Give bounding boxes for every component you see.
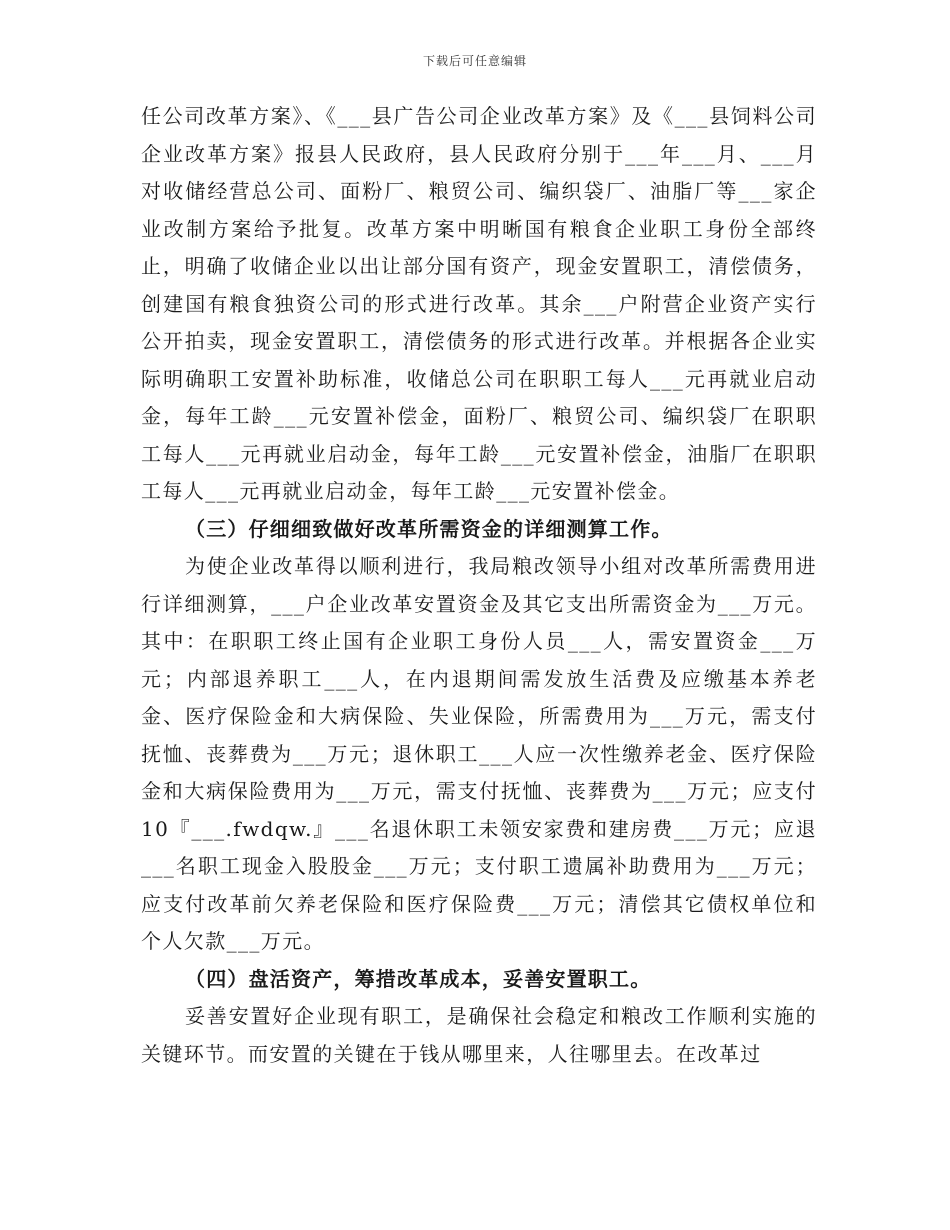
section-heading-asset-activation: （四）盘活资产，筹措改革成本，妥善安置职工。 [185, 966, 652, 991]
paragraph-staff-placement: 妥善安置好企业现有职工，是确保社会稳定和粮改工作顺利实施的关键环节。而安置的关键在于钱从哪里来，人往哪里去。在改革过 [141, 1004, 817, 1066]
paragraph-funding-calculation: 为使企业改革得以顺利进行，我局粮改领导小组对改革所需费用进行详细测算，___户企业改革安置资金及其它支出所需资金为___万元。其中：在职职工终止国有企业职工身份人员___人，需安置资金___万元；内部退养职工___人，在内退期间需发放生活费及应缴基本养老金、医疗保险金和大病保险、失业保险，所需费用为___万元，需支付抚恤、丧葬费为___万元；退休职工___人应一次性缴养老金、医疗保险金和大病保险费用为___万元，需支付抚恤、丧葬费为___万元；应支付10『___.fwdqw.』___名退休职工未领安家费和建房费___万元；应退___名职工现金入股股金___万元；支付职工遗属补助费用为___万元；应支付改革前欠养老保险和医疗保险费___万元；清偿其它债权单位和个人欠款___万元。 [141, 554, 817, 953]
paragraph-enterprise-reform-plans: 任公司改革方案》、《___县广告公司企业改革方案》及《___县饲料公司企业改革方案》报县人民政府，县人民政府分别于___年___月、___月对收储经营总公司、面粉厂、粮贸公司、编织袋厂、油脂厂等___家企业改制方案给予批复。改革方案中明晰国有粮食企业职工身份全部终止，明确了收储企业以出让部分国有资产，现金安置职工，清偿债务，创建国有粮食独资公司的形式进行改革。其余___户附营企业资产实行公开拍卖，现金安置职工，清偿债务的形式进行改革。并根据各企业实际明确职工安置补助标准，收储总公司在职职工每人___元再就业启动金，每年工龄___元安置补偿金，面粉厂、粮贸公司、编织袋厂在职职工每人___元再就业启动金，每年工龄___元安置补偿金，油脂厂在职职工每人___元再就业启动金，每年工龄___元安置补偿金。 [141, 104, 817, 503]
page-header: 下载后可任意编辑 [422, 54, 527, 68]
document-body [141, 98, 817, 1073]
section-heading-funding-calculation: （三）仔细细致做好改革所需资金的详细测算工作。 [185, 516, 673, 541]
